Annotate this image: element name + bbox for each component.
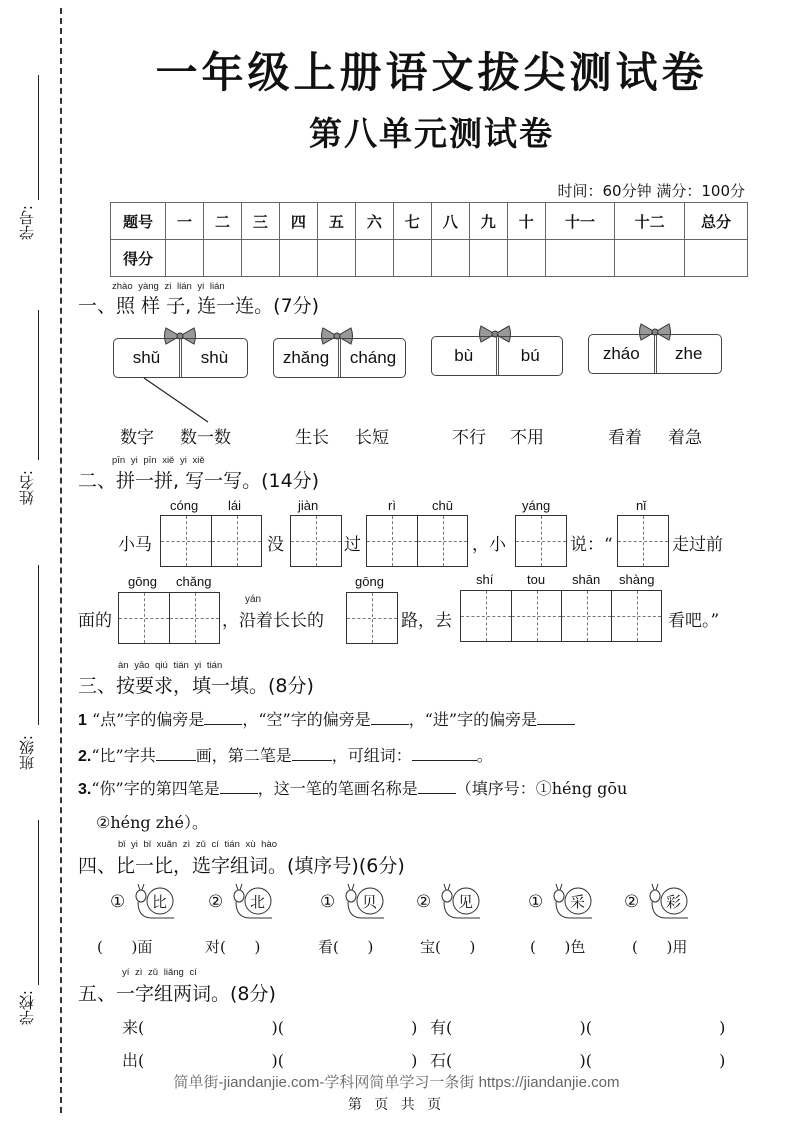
fill-blank[interactable]: ( )色 bbox=[530, 938, 586, 956]
section3-pinyin: àn yāo qiú tián yi tián bbox=[118, 660, 223, 671]
section5-heading: 五、一字组两词。(8分) bbox=[78, 983, 276, 1005]
answer-blank[interactable] bbox=[204, 710, 242, 725]
sentence-text: 没 bbox=[267, 535, 284, 555]
fill-blank[interactable]: ( )用 bbox=[632, 938, 688, 956]
question-text: ，可组词： bbox=[331, 746, 412, 765]
pinyin-hint: rì bbox=[388, 498, 396, 513]
fill-blank[interactable]: 看( ) bbox=[318, 938, 374, 956]
col-header: 一 bbox=[166, 203, 204, 240]
answer-blank[interactable] bbox=[156, 746, 196, 761]
card-left: shǔ bbox=[132, 348, 161, 367]
answer-blank[interactable] bbox=[412, 746, 477, 761]
pinyin-hint: jiàn bbox=[298, 498, 319, 513]
col-header: 九 bbox=[469, 203, 507, 240]
snail-char: 比 bbox=[152, 893, 168, 911]
page-subtitle: 第八单元测试卷 bbox=[309, 114, 554, 153]
question-text: （填序号：①héng gōu bbox=[455, 779, 628, 798]
score-cell[interactable] bbox=[469, 240, 507, 277]
card-right: shù bbox=[179, 339, 247, 377]
school-line[interactable] bbox=[38, 820, 39, 985]
word-option[interactable]: 着急 bbox=[668, 428, 702, 448]
sentence-text: 过 bbox=[344, 535, 361, 555]
word-option[interactable]: 数一数 bbox=[180, 428, 231, 448]
question-text: “比”字共 bbox=[91, 746, 156, 765]
question-3 bbox=[78, 776, 627, 799]
question-text: “点”字的偏旁是 bbox=[92, 710, 205, 729]
section1-pinyin: zhào yàng zi lián yi lián bbox=[112, 281, 225, 292]
writing-grid[interactable] bbox=[617, 515, 669, 567]
sentence-text: 面的 bbox=[78, 611, 112, 631]
question-text: 。 bbox=[476, 746, 493, 765]
option-number: ① bbox=[528, 892, 544, 912]
pinyin-card bbox=[431, 336, 563, 376]
section5-pinyin: yí zì zǔ liǎng cí bbox=[122, 967, 197, 978]
section4-heading: 四、比一比，选字组词。(填序号)(6分) bbox=[78, 855, 405, 877]
col-header: 总分 bbox=[685, 203, 748, 240]
answer-blank[interactable] bbox=[220, 779, 258, 794]
section2-heading: 二、拼一拼, 写一写。(14分) bbox=[78, 470, 320, 492]
score-cell[interactable] bbox=[507, 240, 545, 277]
writing-grid[interactable] bbox=[346, 592, 398, 644]
sentence-text: 看吧。” bbox=[668, 611, 720, 631]
binding-dashed-line bbox=[60, 8, 62, 1113]
writing-grid[interactable] bbox=[118, 592, 220, 644]
col-header: 五 bbox=[317, 203, 355, 240]
table-row-label: 题号 bbox=[111, 203, 166, 240]
col-header: 八 bbox=[431, 203, 469, 240]
card-left: bù bbox=[454, 346, 474, 365]
question-text: ，“进”字的偏旁是 bbox=[408, 710, 538, 729]
student-no-label: 学号: bbox=[18, 205, 36, 241]
writing-grid[interactable] bbox=[460, 590, 662, 642]
section2-pinyin: pīn yi pīn xiě yi xiě bbox=[112, 455, 205, 466]
question-text: “你”字的第四笔是 bbox=[91, 779, 220, 798]
score-cell[interactable] bbox=[685, 240, 748, 277]
answer-blank[interactable] bbox=[418, 779, 456, 794]
table-row-header bbox=[111, 203, 748, 240]
score-cell[interactable] bbox=[355, 240, 393, 277]
col-header: 七 bbox=[393, 203, 431, 240]
card-left: zháo bbox=[602, 344, 640, 363]
question-number: 2. bbox=[78, 748, 92, 765]
score-cell[interactable] bbox=[203, 240, 241, 277]
class-line[interactable] bbox=[38, 565, 39, 725]
question-1 bbox=[78, 707, 575, 730]
answer-blank[interactable] bbox=[371, 710, 409, 725]
snail-char: 采 bbox=[570, 893, 586, 911]
writing-grid[interactable] bbox=[515, 515, 567, 567]
pinyin-hint: tou bbox=[527, 572, 546, 587]
word-option[interactable]: 数字 bbox=[120, 428, 154, 448]
score-cell[interactable] bbox=[166, 240, 204, 277]
word-option[interactable]: 看着 bbox=[608, 428, 642, 448]
question-text: ，“空”字的偏旁是 bbox=[242, 710, 371, 729]
score-cell[interactable] bbox=[431, 240, 469, 277]
col-header: 二 bbox=[203, 203, 241, 240]
writing-grid[interactable] bbox=[366, 515, 468, 567]
score-cell[interactable] bbox=[317, 240, 355, 277]
option-number: ② bbox=[208, 892, 224, 912]
watermark: 简单街-jiandanjie.com-学科网简单学习一条街 https://jiandanjie.com bbox=[173, 1074, 620, 1091]
option-number: ② bbox=[416, 892, 432, 912]
word-option[interactable]: 不行 bbox=[452, 428, 486, 448]
card-right: zhe bbox=[654, 335, 722, 373]
option-number: ① bbox=[110, 892, 126, 912]
pinyin-card bbox=[588, 334, 722, 374]
card-right: bú bbox=[496, 337, 563, 375]
pinyin-hint: chǎng bbox=[176, 574, 212, 589]
pinyin-card bbox=[113, 338, 248, 378]
table-row-score bbox=[111, 240, 748, 277]
word-group-item[interactable]: 石( )( ) bbox=[430, 1051, 726, 1070]
example-connect-line bbox=[140, 376, 220, 426]
table-row-label: 得分 bbox=[111, 240, 166, 277]
class-label: 班级: bbox=[18, 735, 36, 771]
pinyin-hint: shí bbox=[476, 572, 494, 587]
col-header: 十 bbox=[507, 203, 545, 240]
name-label: 姓名: bbox=[18, 470, 36, 506]
score-table bbox=[110, 202, 748, 277]
score-cell[interactable] bbox=[545, 240, 615, 277]
sentence-text: ，沿着长长的 bbox=[222, 611, 324, 631]
col-header: 六 bbox=[355, 203, 393, 240]
snail-char: 彩 bbox=[666, 893, 682, 911]
snail-char: 北 bbox=[250, 893, 266, 911]
card-left: zhǎng bbox=[282, 348, 330, 367]
question-text: ，这一笔的笔画名称是 bbox=[257, 779, 418, 798]
fill-blank[interactable]: 对( ) bbox=[205, 938, 261, 956]
col-header: 十二 bbox=[615, 203, 685, 240]
sentence-text: 说：“ bbox=[570, 535, 613, 555]
pinyin-hint: yán bbox=[245, 594, 262, 605]
question-3-continued: ②héng zhé）。 bbox=[96, 813, 208, 832]
pinyin-hint: yáng bbox=[522, 498, 551, 513]
word-option[interactable]: 生长 bbox=[295, 428, 329, 448]
answer-blank[interactable] bbox=[537, 710, 575, 725]
col-header: 十一 bbox=[545, 203, 615, 240]
col-header: 四 bbox=[279, 203, 317, 240]
snail-char: 见 bbox=[458, 893, 474, 911]
name-line[interactable] bbox=[38, 310, 39, 460]
word-option[interactable]: 不用 bbox=[510, 428, 544, 448]
score-cell[interactable] bbox=[393, 240, 431, 277]
pinyin-hint: shān bbox=[572, 572, 601, 587]
school-label: 学校: bbox=[18, 990, 36, 1026]
sentence-text: ，小 bbox=[472, 535, 506, 555]
question-text: 画，第二笔是 bbox=[195, 746, 292, 765]
word-option[interactable]: 长短 bbox=[355, 428, 389, 448]
option-number: ① bbox=[320, 892, 336, 912]
pinyin-hint: gōng bbox=[355, 574, 384, 589]
option-number: ② bbox=[624, 892, 640, 912]
score-cell[interactable] bbox=[615, 240, 685, 277]
answer-blank[interactable] bbox=[292, 746, 332, 761]
sentence-text: 小马 bbox=[118, 535, 152, 555]
question-2 bbox=[78, 743, 493, 766]
score-cell[interactable] bbox=[279, 240, 317, 277]
section1-heading: 一、照 样 子, 连一连。(7分) bbox=[78, 295, 320, 317]
word-group-item[interactable]: 来( )( ) bbox=[122, 1018, 418, 1037]
pinyin-hint: gōng bbox=[128, 574, 157, 589]
pinyin-hint: shàng bbox=[619, 572, 655, 587]
card-right: cháng bbox=[338, 339, 405, 377]
question-number: 1 bbox=[78, 712, 87, 729]
page-number: 第 页 共 页 bbox=[347, 1097, 446, 1113]
score-cell[interactable] bbox=[241, 240, 279, 277]
section4-pinyin: bǐ yi bǐ xuǎn zì zǔ cí tián xù hào bbox=[118, 839, 278, 850]
sentence-text: 路，去 bbox=[401, 611, 452, 631]
word-group-item[interactable]: 出( )( ) bbox=[122, 1051, 418, 1070]
question-number: 3. bbox=[78, 781, 92, 798]
page-title: 一年级上册语文拔尖测试卷 bbox=[155, 48, 708, 97]
pinyin-card bbox=[273, 338, 406, 378]
word-group-item[interactable]: 有( )( ) bbox=[430, 1018, 726, 1037]
fill-blank[interactable]: ( )面 bbox=[97, 938, 153, 956]
writing-grid[interactable] bbox=[290, 515, 342, 567]
col-header: 三 bbox=[241, 203, 279, 240]
snail-char: 贝 bbox=[362, 893, 378, 911]
sentence-text: 走过前 bbox=[672, 535, 723, 555]
pinyin-hint: lái bbox=[228, 498, 242, 513]
writing-grid[interactable] bbox=[160, 515, 262, 567]
fill-blank[interactable]: 宝( ) bbox=[420, 938, 476, 956]
pinyin-hint: chū bbox=[432, 498, 453, 513]
pinyin-hint: cóng bbox=[170, 498, 199, 513]
exam-meta: 时间：60分钟 满分：100分 bbox=[557, 182, 745, 200]
section3-heading: 三、按要求，填一填。(8分) bbox=[78, 675, 314, 697]
pinyin-hint: nǐ bbox=[636, 498, 647, 513]
